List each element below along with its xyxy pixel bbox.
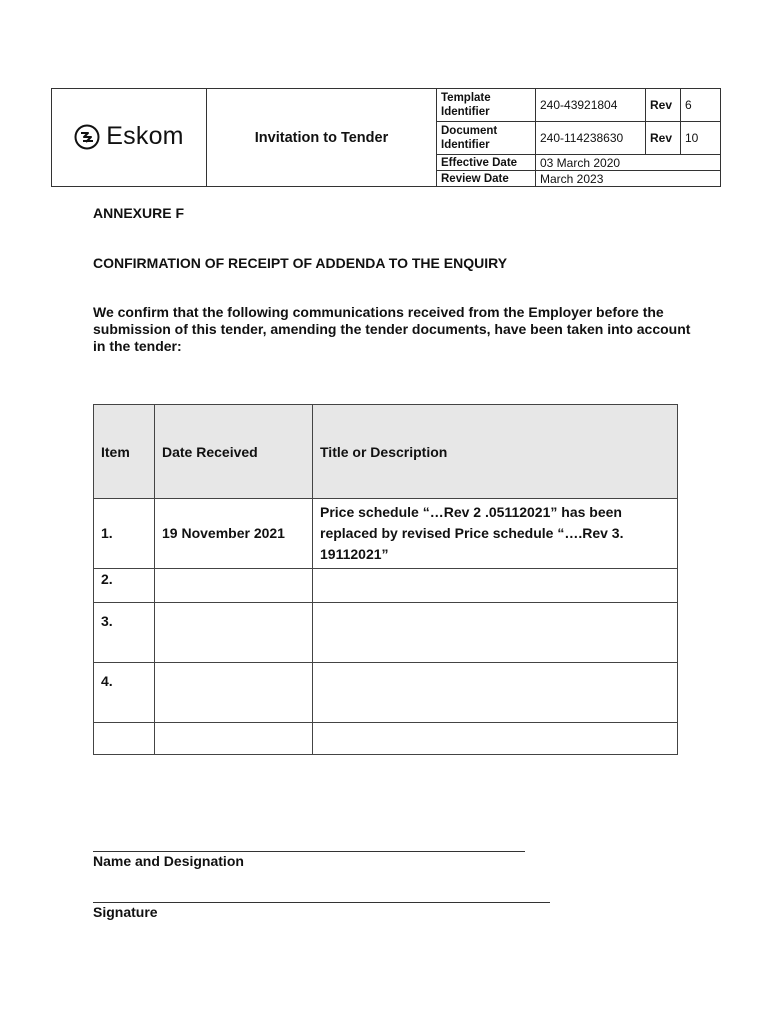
date-received-cell: 19 November 2021 xyxy=(155,499,313,569)
date-received-cell xyxy=(155,663,313,723)
document-title: Invitation to Tender xyxy=(207,89,437,187)
section-heading: CONFIRMATION OF RECEIPT OF ADDENDA TO THE ENQUIRY xyxy=(93,255,508,271)
table-row xyxy=(94,499,678,569)
template-identifier-value: 240-43921804 xyxy=(536,89,646,122)
table-row xyxy=(94,603,678,663)
rev-value: 10 xyxy=(681,122,721,155)
column-header-title-description: Title or Description xyxy=(313,405,678,499)
date-received-cell xyxy=(155,569,313,603)
rev-label: Rev xyxy=(646,122,681,155)
logo-text: Eskom xyxy=(106,122,184,151)
date-received-cell xyxy=(155,723,313,755)
column-header-item: Item xyxy=(94,405,155,499)
addenda-table xyxy=(93,404,678,755)
column-header-date-received: Date Received xyxy=(155,405,313,499)
description-cell xyxy=(313,603,678,663)
eskom-emblem-icon xyxy=(74,124,100,150)
item-cell xyxy=(94,723,155,755)
item-cell: 2. xyxy=(94,569,155,603)
template-identifier-label: Template Identifier xyxy=(437,89,536,122)
signature-label: Signature xyxy=(93,904,158,920)
signature-line xyxy=(93,902,550,903)
table-row xyxy=(94,569,678,603)
table-row xyxy=(94,723,678,755)
annexure-title: ANNEXURE F xyxy=(93,205,185,221)
table-header-row xyxy=(94,405,678,499)
review-date-label: Review Date xyxy=(437,171,536,187)
eskom-logo xyxy=(74,122,183,151)
description-cell: Price schedule “…Rev 2 .05112021” has been replaced by revised Price schedule “….Rev 3. 19112021” xyxy=(313,499,678,569)
item-cell: 1. xyxy=(94,499,155,569)
document-header-table xyxy=(51,88,721,187)
logo-cell xyxy=(52,89,207,187)
effective-date-label: Effective Date xyxy=(437,155,536,171)
effective-date-value: 03 March 2020 xyxy=(536,155,721,171)
rev-value: 6 xyxy=(681,89,721,122)
description-cell xyxy=(313,569,678,603)
document-identifier-label: Document Identifier xyxy=(437,122,536,155)
table-row xyxy=(94,663,678,723)
confirmation-statement: We confirm that the following communications received from the Employer before the submission of this tender, amending the tender documents, have been taken into account in the tender: xyxy=(93,304,691,354)
name-designation-label: Name and Designation xyxy=(93,853,244,869)
description-cell xyxy=(313,663,678,723)
review-date-value: March 2023 xyxy=(536,171,721,187)
item-cell: 3. xyxy=(94,603,155,663)
description-cell xyxy=(313,723,678,755)
rev-label: Rev xyxy=(646,89,681,122)
date-received-cell xyxy=(155,603,313,663)
name-designation-line xyxy=(93,851,525,852)
item-cell: 4. xyxy=(94,663,155,723)
document-identifier-value: 240-114238630 xyxy=(536,122,646,155)
